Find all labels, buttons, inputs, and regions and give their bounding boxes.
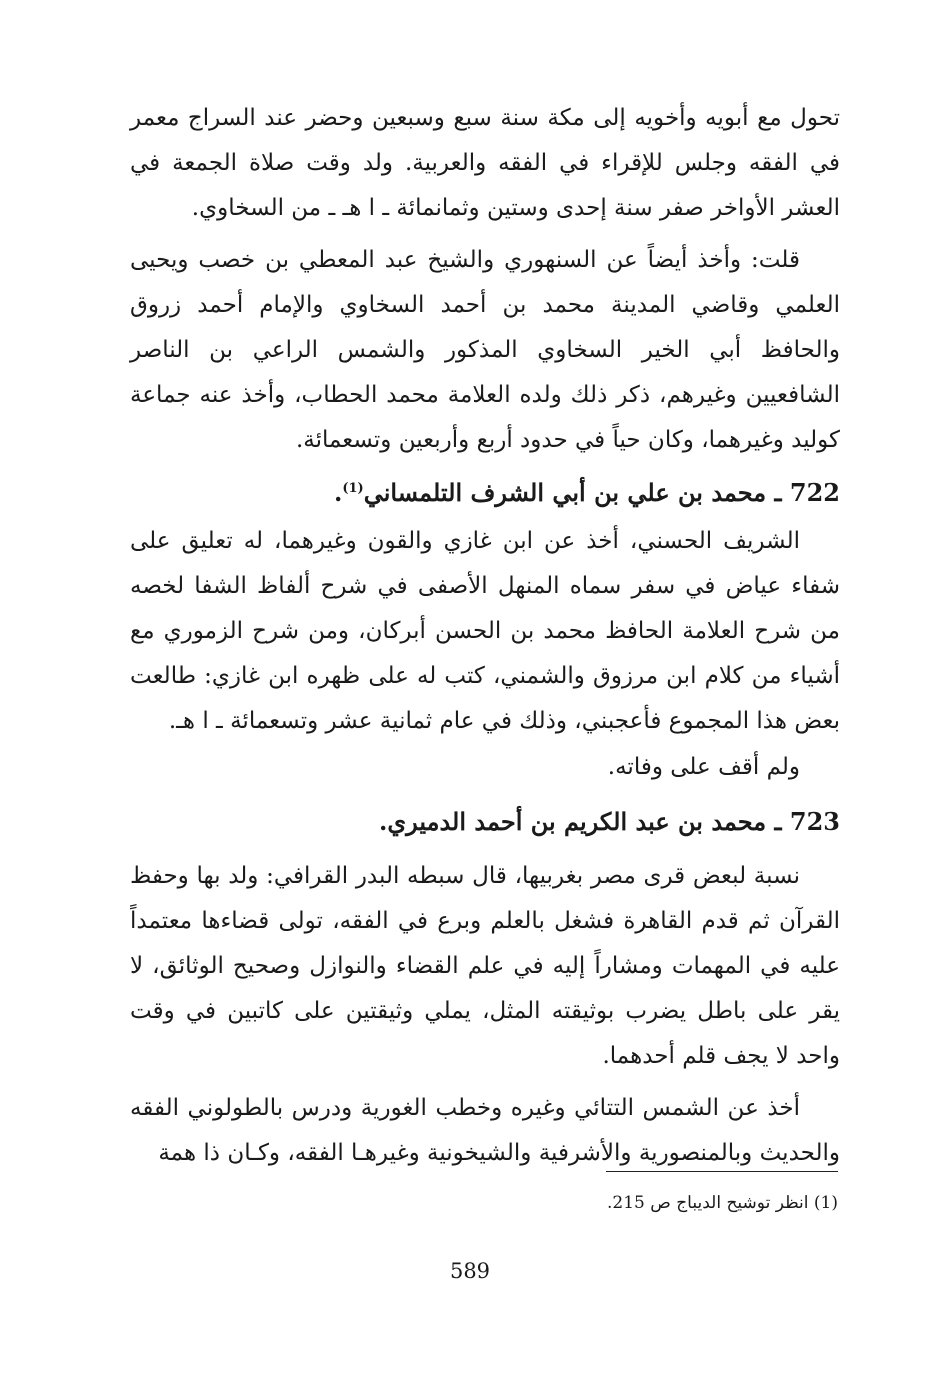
paragraph-entry-722-body: الشريف الحسني، أخذ عن ابن غازي والقون وغيرهما، له تعليق على شفاء عياض في سفر سماه المنهل الأصفى في شرح ألفاظ الشفا لخصه من شرح العلامة الحافظ محمد بن الحسن أبركان، ومن شرح الزموري مع أشياء من كلام ابن مرزوق والشمني، كتب له على ظهره ابن غازي: طالعت بعض هذا المجموع فأعجبني، وذلك في عام ثمانية عشر وتسعمائة ـ ا هـ. <box>130 528 840 734</box>
paragraph-qult: قلت: وأخذ أيضاً عن السنهوري والشيخ عبد المعطي بن خصب ويحيى العلمي وقاضي المدينة محمد بن أحمد السخاوي والإمام أحمد زروق والحافظ أبي الخير السخاوي المذكور والشمس الراعي بن الناصر الشافعيين وغيرهم، ذكر ذلك ولده العلامة محمد الحطاب، وأخذ عنه جماعة كوليد وغيرهما، وكان حياً في حدود أربع وأربعين وتسعمائة. <box>130 247 840 453</box>
entry-heading-723: 723 ـ محمد بن عبد الكريم بن أحمد الدميري. <box>378 807 840 836</box>
footnote: (1) انظر توشيح الديباج ص 215. <box>606 1193 838 1213</box>
paragraph-entry-722-death: ولم أقف على وفاته. <box>607 754 800 780</box>
paragraph-continuation: تحول مع أبويه وأخويه إلى مكة سنة سبع وسبعين وحضر عند السراج معمر في الفقه وجلس للإقراء في الفقه والعربية. ولد وقت صلاة الجمعة في العشر الأواخر صفر سنة إحدى وستين وثمانمائة ـ ا هـ ـ من السخاوي. <box>130 105 840 221</box>
paragraph-entry-723-teachers: أخذ عن الشمس التتائي وغيره وخطب الغورية ودرس بالطولوني الفقه والحديث وبالمنصورية والأشرفية والشيخونية وغيرهـا الفقه، وكـان ذا همة <box>130 1095 840 1166</box>
entry-heading-722 <box>130 466 840 515</box>
page-number: 589 <box>449 1259 491 1283</box>
paragraph-entry-723-body: نسبة لبعض قرى مصر بغربيها، قال سبطه البدر القرافي: ولد بها وحفظ القرآن ثم قدم القاهرة فشغل بالعلم وبرع في الفقه، تولى قضاءها معتمداً عليه في المهمات ومشاراً إليه في علم القضاء والنوازل وصحيح الوثائق، لا يقر على باطل يضرب بوثيقته المثل، يملي وثيقتين على كاتبين في وقت واحد لا يجف قلم أحدهما. <box>130 863 840 1069</box>
footnote-separator <box>606 1171 838 1172</box>
entry-heading-722-text: 722 ـ محمد بن علي بن أبي الشرف التلمساني <box>363 478 840 507</box>
entry-heading-722-end: . <box>333 478 343 507</box>
footnote-ref-1: (1) <box>342 481 364 496</box>
